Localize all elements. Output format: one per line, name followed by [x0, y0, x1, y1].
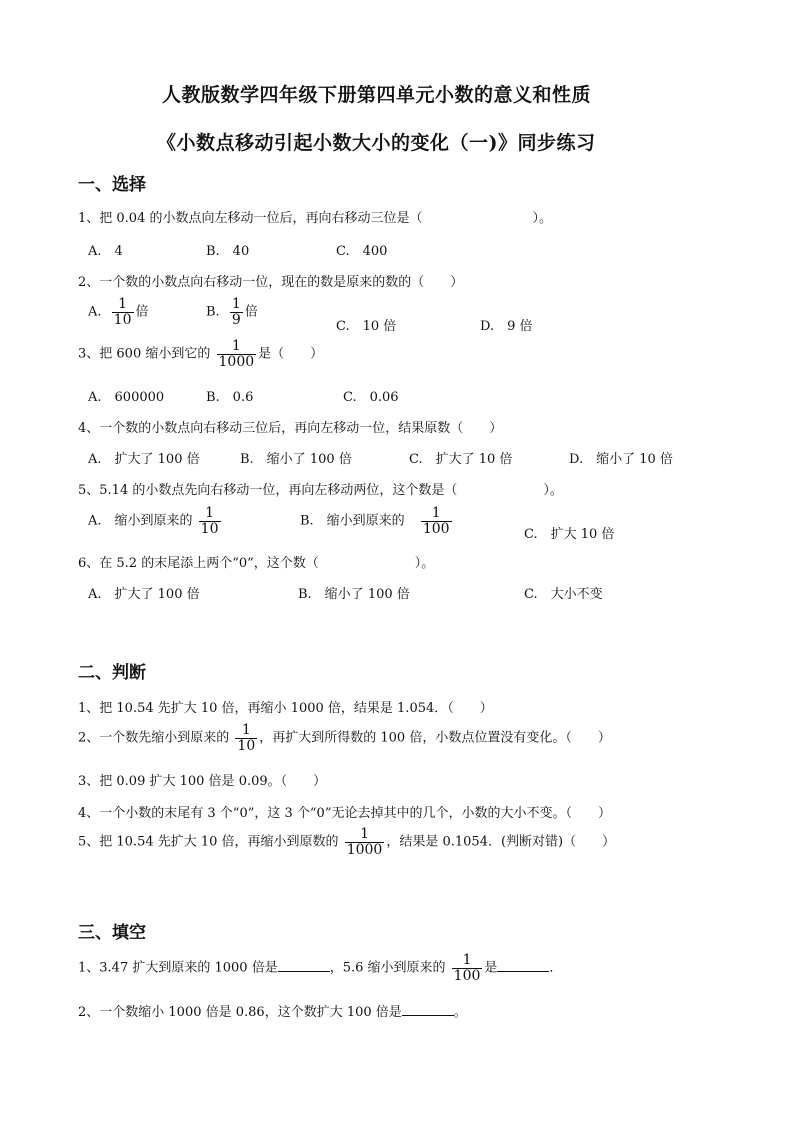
choice-question-4: 4、一个数的小数点向右移动三位后，再向左移动一位，结果原数（ ）: [78, 421, 503, 436]
fraction-numerator: 1: [231, 296, 241, 312]
choice-question-1: [78, 207, 552, 226]
judge-question-5[interactable]: [78, 827, 615, 857]
fraction: [199, 506, 221, 536]
section-heading-judge: 二、判断: [78, 663, 146, 683]
option-text: A. 缩小到原来的: [88, 513, 193, 529]
question-text: 1、把 0.04 的小数点向左移动一位后，再向右移动三位是（: [78, 211, 423, 226]
question-text: 5、5.14 的小数点先向右移动一位，再向左移动两位，这个数是（: [78, 483, 458, 498]
fraction: [421, 506, 452, 536]
question-text: 1、3.47 扩大到原来的 1000 倍是: [78, 960, 278, 976]
option-b[interactable]: B. 40: [206, 244, 250, 259]
choice-question-3: [78, 339, 323, 369]
option-a[interactable]: [88, 506, 223, 536]
answer-blank[interactable]: [497, 959, 549, 972]
option-label: B.: [206, 304, 220, 320]
fraction-denominator: 100: [422, 520, 450, 537]
fraction: [112, 297, 134, 327]
judge-question-3[interactable]: 3、把 0.09 扩大 100 倍是 0.09。（ ）: [78, 774, 327, 789]
fill-question-2: [78, 1001, 467, 1020]
fraction-numerator: 1: [241, 722, 251, 738]
question-text: 2、一个数先缩小到原来的: [78, 730, 230, 746]
fraction-numerator: 1: [205, 505, 215, 521]
fraction-denominator: 9: [231, 311, 241, 328]
fraction-denominator: 1000: [218, 353, 255, 370]
choice-question-5: [78, 479, 563, 498]
option-c[interactable]: C. 扩大了 10 倍: [409, 452, 513, 467]
page-title: 人教版数学四年级下册第四单元小数的意义和性质: [162, 84, 592, 106]
question-text: 2、一个数缩小 1000 倍是 0.86，这个数扩大 100 倍是: [78, 1005, 402, 1020]
question-text-end: 是（ ）: [258, 346, 324, 362]
option-suffix: 倍: [135, 304, 149, 320]
option-d[interactable]: D. 9 倍: [480, 319, 533, 334]
fraction-denominator: 10: [237, 737, 256, 754]
question-text-mid2: 是: [484, 960, 498, 976]
option-c[interactable]: C. 400: [336, 244, 388, 259]
choice-question-2: 2、一个数的小数点向右移动一位，现在的数是原来的数的（ ）: [78, 275, 464, 290]
option-a[interactable]: A. 扩大了 100 倍: [88, 452, 200, 467]
option-b[interactable]: B. 缩小了 100 倍: [240, 452, 352, 467]
judge-question-4[interactable]: 4、一个小数的末尾有 3 个“0”，这 3 个“0”无论去掉其中的几个，小数的大小不变。（ ）: [78, 806, 611, 821]
option-suffix: 倍: [244, 304, 258, 320]
question-text-end: ．: [549, 960, 563, 976]
option-c[interactable]: C. 大小不变: [524, 587, 603, 602]
section-heading-choice: 一、选择: [78, 175, 146, 195]
answer-blank[interactable]: [278, 959, 330, 972]
judge-question-2[interactable]: [78, 723, 611, 753]
fraction: [452, 953, 483, 983]
question-text-end: ，结果是 0.1054．(判断对错)（ ）: [386, 834, 616, 850]
option-b[interactable]: B. 0.6: [206, 390, 254, 405]
fraction-numerator: 1: [360, 826, 369, 842]
question-text-end: 。: [453, 1005, 467, 1020]
option-a[interactable]: A. 扩大了 100 倍: [88, 587, 200, 602]
option-a[interactable]: [88, 297, 149, 327]
section-heading-fill: 三、填空: [78, 923, 146, 943]
option-b[interactable]: B. 缩小了 100 倍: [298, 587, 410, 602]
option-c[interactable]: C. 0.06: [343, 390, 399, 405]
option-b[interactable]: [300, 506, 454, 536]
fraction: [345, 827, 385, 857]
fraction-numerator: 1: [462, 952, 472, 968]
fill-question-1: [78, 953, 562, 983]
question-close: ）。: [414, 556, 435, 571]
question-text: 6、在 5.2 的末尾添上两个“0”，这个数（: [78, 556, 319, 571]
fraction: [230, 297, 243, 327]
fraction-denominator: 1000: [346, 841, 383, 858]
question-text-end: ，再扩大到所得数的 100 倍，小数点位置没有变化。（ ）: [259, 730, 611, 746]
fraction-denominator: 100: [453, 967, 481, 984]
judge-question-1[interactable]: 1、把 10.54 先扩大 10 倍，再缩小 1000 倍，结果是 1.054．（ ）: [78, 701, 493, 716]
fraction: [217, 339, 257, 369]
option-a[interactable]: A. 4: [88, 244, 123, 259]
question-text-mid: ，5.6 缩小到原来的: [329, 960, 446, 976]
question-text: 3、把 600 缩小到它的: [78, 346, 211, 362]
option-c[interactable]: C. 扩大 10 倍: [524, 527, 615, 542]
page-subtitle: 《小数点移动引起小数大小的变化（一)》同步练习: [157, 132, 596, 154]
question-close: ）。: [543, 483, 563, 498]
fraction-numerator: 1: [118, 296, 128, 312]
option-d[interactable]: D. 缩小了 10 倍: [569, 452, 673, 467]
option-c[interactable]: C. 10 倍: [336, 319, 397, 334]
option-label: A.: [88, 304, 102, 320]
fraction-denominator: 10: [200, 520, 219, 537]
choice-question-6: [78, 552, 434, 571]
fraction-numerator: 1: [231, 338, 241, 354]
fraction-denominator: 10: [113, 311, 132, 328]
fraction: [235, 723, 257, 753]
answer-blank[interactable]: [402, 1003, 454, 1016]
question-close: ）。: [532, 211, 552, 226]
fraction-numerator: 1: [431, 505, 441, 521]
option-a[interactable]: A. 600000: [88, 390, 165, 405]
option-text: B. 缩小到原来的: [300, 513, 405, 529]
option-b[interactable]: [206, 297, 258, 327]
question-text: 5、把 10.54 先扩大 10 倍，再缩小到原数的: [78, 834, 339, 850]
